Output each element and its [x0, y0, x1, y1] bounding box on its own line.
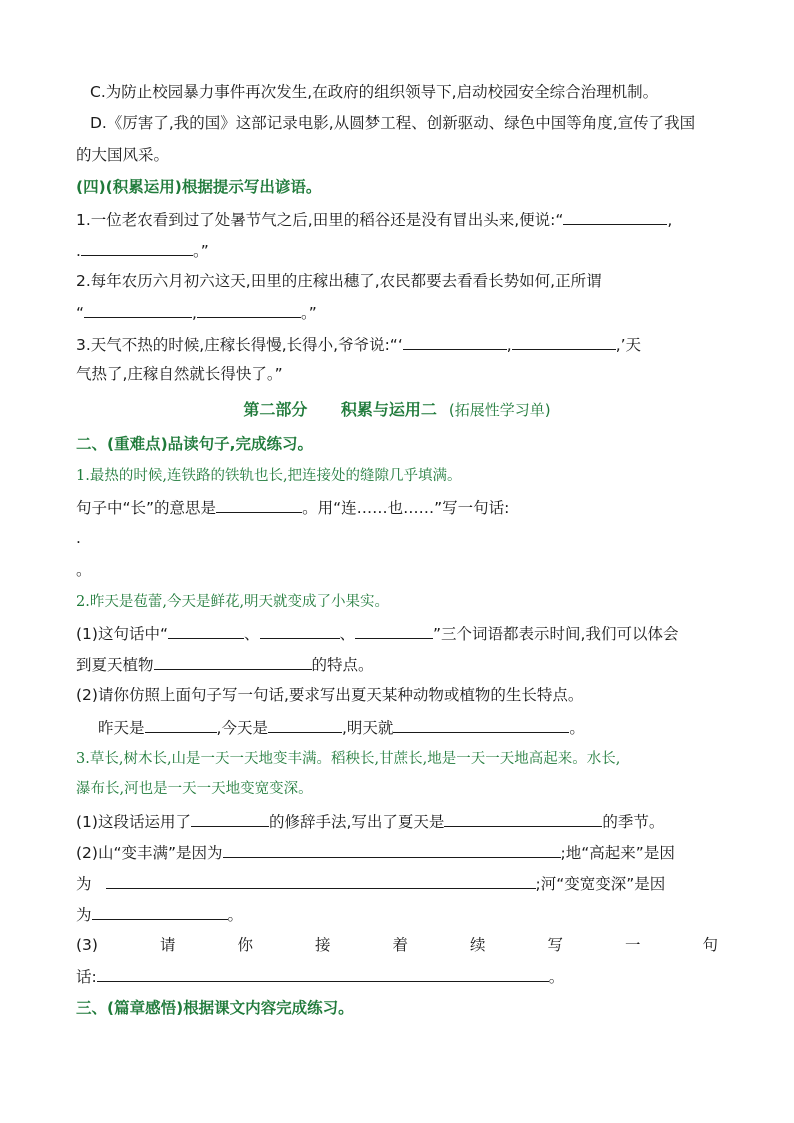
proverb-q2-end: 。”: [300, 304, 317, 322]
answer-blank[interactable]: [260, 623, 340, 639]
question-text: 昨天是: [98, 719, 145, 737]
proverb-q2-sep: ,: [192, 304, 197, 322]
question-text: (1)这段话运用了: [76, 813, 191, 831]
sentence-3-line1: 3.草长,树木长,山是一天一天地变丰满。稻秧长,甘蔗长,地是一天一天地高起来。水长,: [76, 751, 621, 767]
question-text: ;河“变宽变深”是因: [535, 875, 666, 893]
answer-blank[interactable]: [154, 654, 312, 670]
question-text: 。: [569, 719, 585, 737]
question-text: ”三个词语都表示时间,我们可以体会: [433, 625, 679, 643]
answer-blank[interactable]: [84, 302, 192, 318]
question-text: 为: [76, 906, 92, 924]
question-text: 请: [159, 936, 176, 954]
proverb-q1-text: 1.一位老农看到过了处暑节气之后,田里的稻谷还是没有冒出头来,便说:“: [76, 211, 564, 229]
question-text: 到夏天植物: [76, 656, 154, 674]
answer-blank[interactable]: [355, 623, 433, 639]
proverb-q1: [76, 209, 672, 230]
proverb-q2-open: “: [76, 304, 85, 322]
question-text: ,明天就: [341, 719, 394, 737]
question-text: (3): [76, 936, 98, 954]
sentence-3-line2: 瀑布长,河也是一天一天地变宽变深。: [76, 781, 313, 797]
sentence-3-q2-line2: [76, 873, 665, 894]
proverb-q3-text: 3.天气不热的时候,庄稼长得慢,长得小,爷爷说:“‘: [76, 336, 403, 354]
sentence-1-dot: .: [76, 529, 81, 547]
proverb-q3-sep: ,: [506, 336, 512, 354]
sentence-3-q3: [76, 935, 718, 955]
question-text: 、: [244, 625, 260, 643]
question-text: 着: [392, 936, 408, 954]
part-2-title: [0, 400, 794, 420]
question-text: 为: [76, 875, 92, 893]
sentence-2-q2: (2)请你仿照上面句子写一句话,要求写出夏天某种动物或植物的生长特点。: [76, 686, 584, 704]
question-text: (1)这句话中“: [76, 625, 168, 643]
answer-blank[interactable]: [168, 623, 244, 639]
sentence-2-q2-template: [98, 717, 585, 738]
proverb-q1-dot: .: [76, 242, 81, 260]
proverb-q3-line2: 气热了,庄稼自然就长得快了。”: [76, 365, 283, 383]
option-c: C.为防止校园暴力事件再次发生,在政府的组织领导下,启动校园安全综合治理机制。: [90, 83, 659, 101]
answer-blank[interactable]: [223, 842, 561, 858]
question-text: 一: [624, 936, 641, 954]
sentence-3-q2: [76, 842, 675, 863]
proverb-q1-end: 。”: [192, 242, 209, 260]
question-text: 。: [548, 968, 565, 986]
question-text: 续: [469, 936, 486, 954]
question-text: (2)山“变丰满”是因为: [76, 844, 223, 862]
question-text: 写: [547, 936, 563, 954]
question-text: 的季节。: [602, 813, 665, 831]
question-text: 。: [227, 906, 244, 924]
sentence-3-q2-line3: [76, 904, 243, 925]
proverb-q2-line2: [76, 302, 317, 323]
answer-blank[interactable]: [97, 966, 549, 982]
sentence-2: 2.昨天是苞蕾,今天是鲜花,明天就变成了小果实。: [76, 594, 390, 610]
proverb-q2: [76, 271, 718, 291]
proverb-q1-sep: ,: [667, 211, 673, 229]
answer-blank[interactable]: [106, 873, 536, 889]
sentence-1-question: [76, 497, 509, 518]
option-d-line2: 的大国风采。: [76, 146, 170, 164]
proverb-q3-end: ,’天: [615, 336, 642, 354]
section-3-heading: 三、(篇章感悟)根据课文内容完成练习。: [76, 999, 354, 1017]
answer-blank[interactable]: [197, 302, 301, 318]
answer-blank[interactable]: [191, 811, 269, 827]
option-d-line1: D.《厉害了,我的国》这部记录电影,从圆梦工程、创新驱动、绿色中国等角度,宣传了我国: [90, 114, 696, 132]
answer-blank[interactable]: [216, 497, 302, 513]
answer-blank[interactable]: [393, 717, 569, 733]
part-2-title-main: 第二部分 积累与运用二: [243, 400, 437, 419]
question-text: 的特点。: [311, 656, 374, 674]
answer-blank[interactable]: [92, 904, 228, 920]
answer-blank[interactable]: [444, 811, 602, 827]
question-text: ;地“高起来”是因: [560, 844, 675, 862]
section-4-heading: (四)(积累运用)根据提示写出谚语。: [76, 178, 322, 196]
part-2-title-sub: (拓展性学习单): [448, 401, 551, 419]
answer-blank[interactable]: [512, 334, 616, 350]
sentence-3-q3-line2: [76, 966, 564, 987]
question-text: 接: [314, 936, 331, 954]
sentence-1: 1.最热的时候,连铁路的铁轨也长,把连接处的缝隙几乎填满。: [76, 468, 462, 484]
answer-blank[interactable]: [403, 334, 507, 350]
sentence-3-q1: [76, 811, 664, 832]
section-2-heading: 二、(重难点)品读句子,完成练习。: [76, 435, 314, 453]
answer-blank[interactable]: [563, 209, 667, 225]
sentence-1-end: 。: [76, 561, 92, 579]
question-text: ,今天是: [216, 719, 268, 737]
proverb-q3: [76, 334, 641, 355]
answer-blank[interactable]: [81, 240, 193, 256]
sentence-2-q1-line2: [76, 654, 374, 675]
sentence-2-q1: [76, 623, 679, 644]
answer-blank[interactable]: [268, 717, 342, 733]
proverb-q2-text: 2.每年农历六月初六这天,田里的庄稼出穗了,农民都要去看看长势如何,正所谓: [76, 272, 602, 290]
question-text: 你: [237, 936, 253, 954]
question-text: 句子中“长”的意思是: [76, 499, 217, 517]
question-text: 。用“连……也……”写一句话:: [302, 499, 510, 517]
proverb-q1-line2: [76, 240, 209, 261]
question-text: 句: [702, 936, 718, 954]
question-text: 的修辞手法,写出了夏天是: [268, 813, 445, 831]
question-text: 、: [339, 625, 356, 643]
question-text: 话:: [76, 968, 97, 986]
answer-blank[interactable]: [145, 717, 217, 733]
